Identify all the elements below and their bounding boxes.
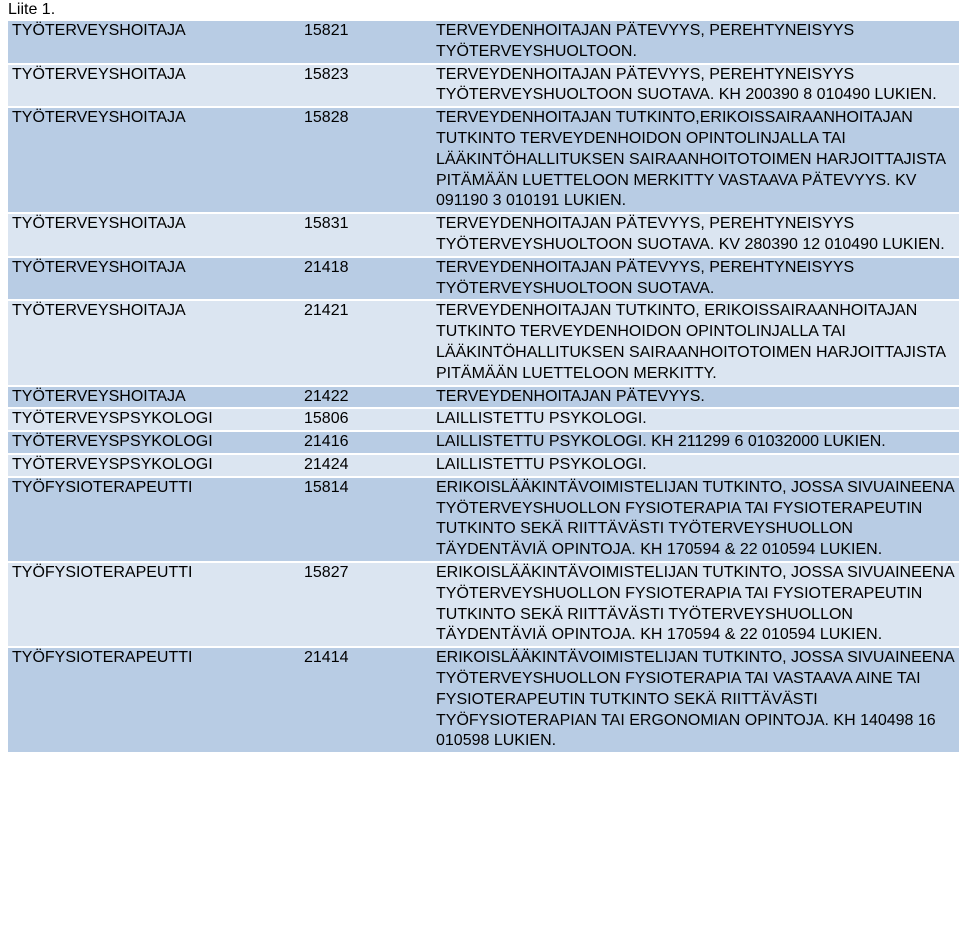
table-row [8,108,959,214]
table-row [8,432,959,455]
job-title-cell: TYÖFYSIOTERAPEUTTI [8,478,300,563]
table-row [8,478,959,563]
code-cell: 15827 [300,563,432,648]
code-cell: 15806 [300,409,432,432]
code-cell: 15831 [300,214,432,258]
code-cell: 21421 [300,301,432,386]
description-cell: TERVEYDENHOITAJAN PÄTEVYYS, PEREHTYNEISYYS TYÖTERVEYSHUOLTOON SUOTAVA. [432,258,959,302]
table-row [8,65,959,109]
description-cell: LAILLISTETTU PSYKOLOGI. [432,455,959,478]
job-title-cell: TYÖTERVEYSPSYKOLOGI [8,455,300,478]
description-cell: ERIKOISLÄÄKINTÄVOIMISTELIJAN TUTKINTO, JOSSA SIVUAINEENA TYÖTERVEYSHUOLLON FYSIOTERAPIA TAI FYSIOTERAPEUTIN TUTKINTO SEKÄ RIITTÄVÄSTI TYÖTERVEYSHUOLLON TÄYDENTÄVIÄ OPINTOJA. KH 170594 & 22 010594 LUKIEN. [432,563,959,648]
code-cell: 21422 [300,387,432,410]
table-row [8,409,959,432]
job-title-cell: TYÖFYSIOTERAPEUTTI [8,563,300,648]
code-cell: 15821 [300,21,432,65]
code-cell: 21416 [300,432,432,455]
code-cell: 15828 [300,108,432,214]
description-cell: TERVEYDENHOITAJAN TUTKINTO,ERIKOISSAIRAANHOITAJAN TUTKINTO TERVEYDENHOIDON OPINTOLINJALLA TAI LÄÄKINTÖHALLITUKSEN SAIRAANHOITOTOIMEN HARJOITTAJISTA PITÄMÄÄN LUETTELOON MERKITTY VASTAAVA PÄTEVYYS. KV 091190 3 010191 LUKIEN. [432,108,959,214]
job-title-cell: TYÖTERVEYSHOITAJA [8,214,300,258]
description-cell: TERVEYDENHOITAJAN PÄTEVYYS, PEREHTYNEISYYS TYÖTERVEYSHUOLTOON SUOTAVA. KV 280390 12 010490 LUKIEN. [432,214,959,258]
description-cell: TERVEYDENHOITAJAN PÄTEVYYS, PEREHTYNEISYYS TYÖTERVEYSHUOLTOON. [432,21,959,65]
table-row [8,21,959,65]
description-cell: LAILLISTETTU PSYKOLOGI. [432,409,959,432]
job-title-cell: TYÖTERVEYSHOITAJA [8,65,300,109]
table-row [8,563,959,648]
code-cell: 21418 [300,258,432,302]
table-row [8,387,959,410]
appendix-label: Liite 1. [8,1,56,18]
job-title-cell: TYÖTERVEYSPSYKOLOGI [8,409,300,432]
job-title-cell: TYÖTERVEYSHOITAJA [8,258,300,302]
code-cell: 15814 [300,478,432,563]
table-row [8,648,959,754]
description-cell: LAILLISTETTU PSYKOLOGI. KH 211299 6 01032000 LUKIEN. [432,432,959,455]
job-title-cell: TYÖTERVEYSHOITAJA [8,21,300,65]
description-cell: TERVEYDENHOITAJAN PÄTEVYYS. [432,387,959,410]
qualification-table [8,21,959,754]
job-title-cell: TYÖTERVEYSPSYKOLOGI [8,432,300,455]
code-cell: 21424 [300,455,432,478]
table-row [8,214,959,258]
code-cell: 21414 [300,648,432,754]
job-title-cell: TYÖTERVEYSHOITAJA [8,108,300,214]
description-cell: ERIKOISLÄÄKINTÄVOIMISTELIJAN TUTKINTO, JOSSA SIVUAINEENA TYÖTERVEYSHUOLLON FYSIOTERAPIA TAI FYSIOTERAPEUTIN TUTKINTO SEKÄ RIITTÄVÄSTI TYÖTERVEYSHUOLLON TÄYDENTÄVIÄ OPINTOJA. KH 170594 & 22 010594 LUKIEN. [432,478,959,563]
table-row [8,455,959,478]
table-row [8,301,959,386]
job-title-cell: TYÖFYSIOTERAPEUTTI [8,648,300,754]
code-cell: 15823 [300,65,432,109]
job-title-cell: TYÖTERVEYSHOITAJA [8,301,300,386]
description-cell: TERVEYDENHOITAJAN TUTKINTO, ERIKOISSAIRAANHOITAJAN TUTKINTO TERVEYDENHOIDON OPINTOLINJALLA TAI LÄÄKINTÖHALLITUKSEN SAIRAANHOITOTOIMEN HARJOITTAJISTA PITÄMÄÄN LUETTELOON MERKITTY. [432,301,959,386]
description-cell: ERIKOISLÄÄKINTÄVOIMISTELIJAN TUTKINTO, JOSSA SIVUAINEENA TYÖTERVEYSHUOLLON FYSIOTERAPIA TAI VASTAAVA AINE TAI FYSIOTERAPEUTIN TUTKINTO SEKÄ RIITTÄVÄSTI TYÖFYSIOTERAPIAN TAI ERGONOMIAN OPINTOJA. KH 140498 16 010598 LUKIEN. [432,648,959,754]
description-cell: TERVEYDENHOITAJAN PÄTEVYYS, PEREHTYNEISYYS TYÖTERVEYSHUOLTOON SUOTAVA. KH 200390 8 010490 LUKIEN. [432,65,959,109]
job-title-cell: TYÖTERVEYSHOITAJA [8,387,300,410]
table-row [8,258,959,302]
